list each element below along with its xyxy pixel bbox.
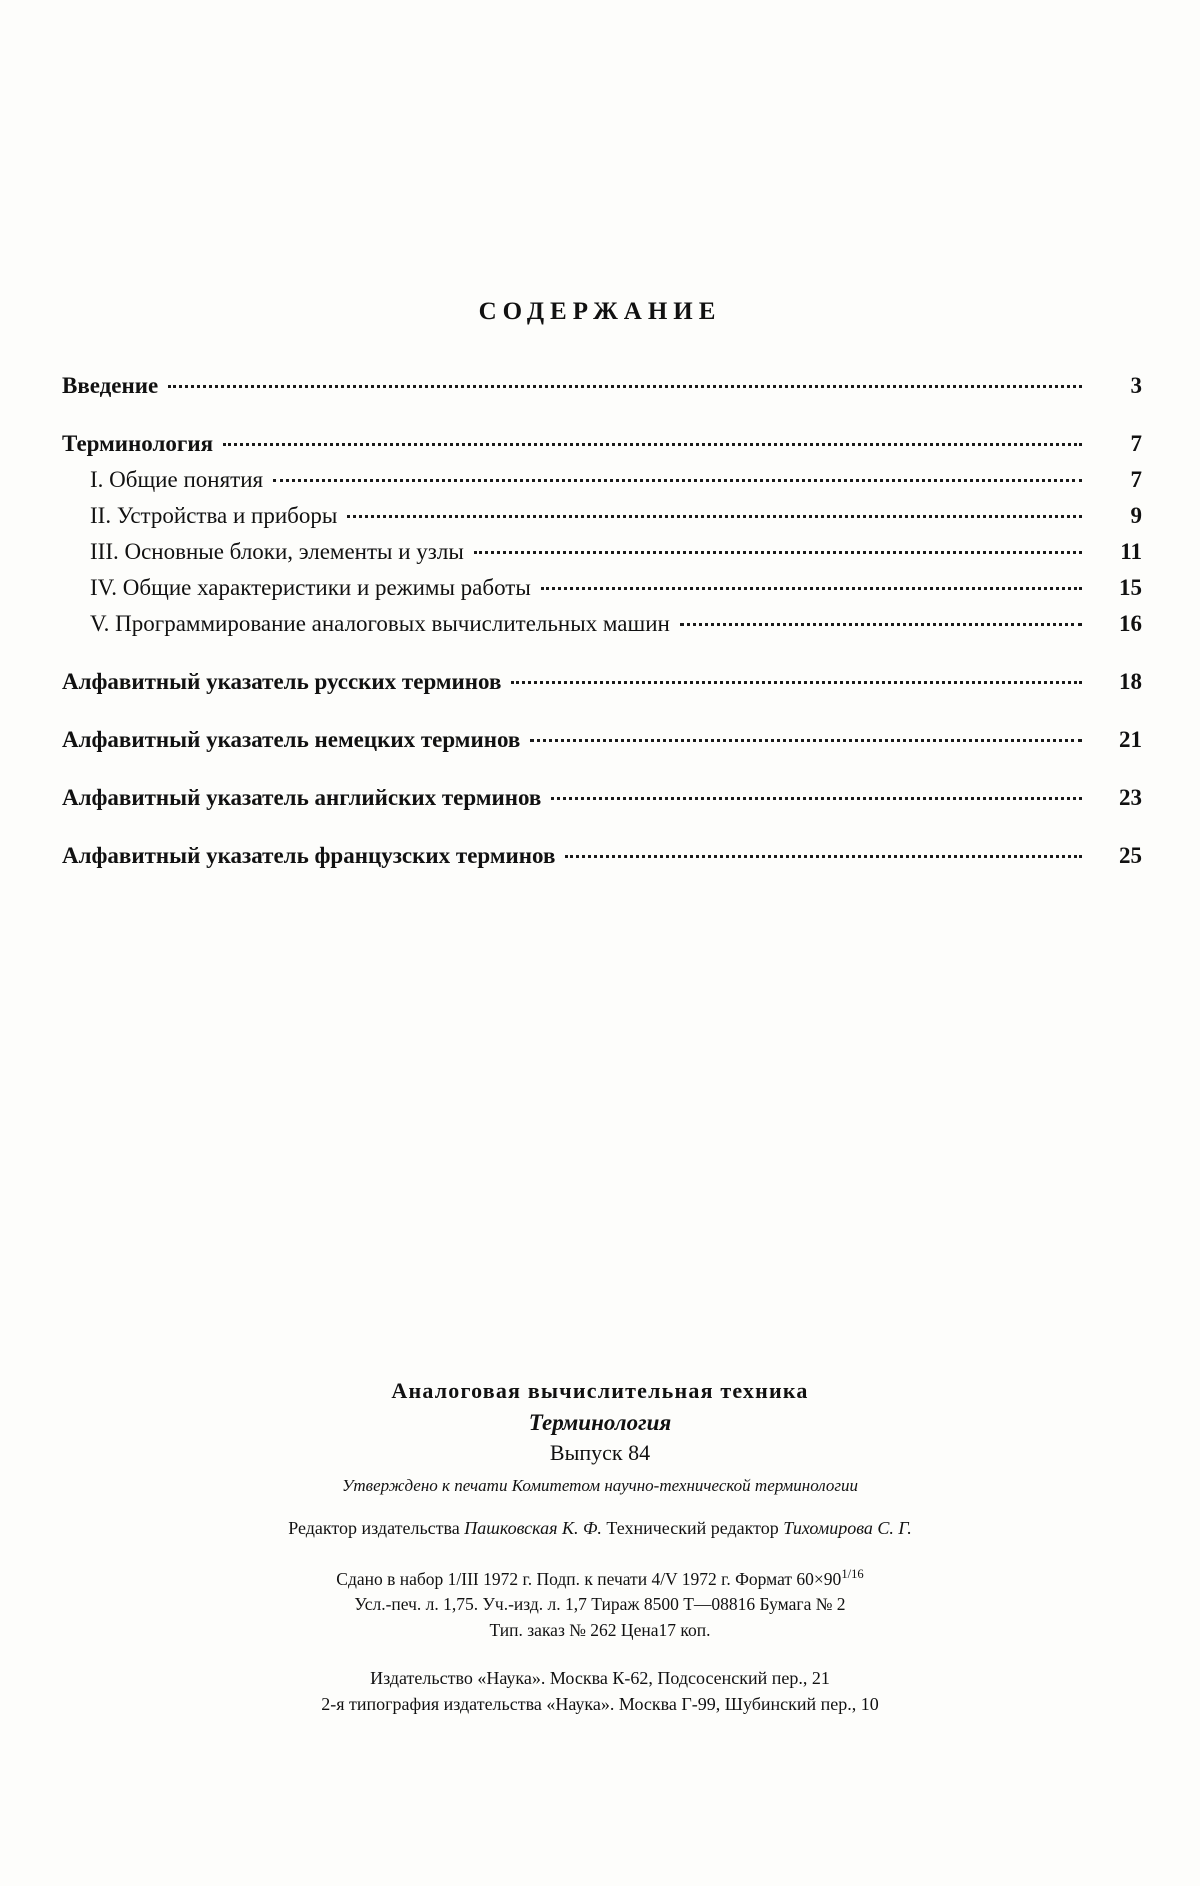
- toc-entry-page-number: 25: [1119, 843, 1142, 868]
- toc-entry-page-number: 3: [1130, 373, 1142, 398]
- editor-label: Редактор издательства: [288, 1518, 465, 1538]
- toc-entry[interactable]: [62, 536, 1142, 563]
- toc-entry[interactable]: [62, 666, 1142, 693]
- toc-spacer: [62, 455, 1142, 464]
- toc-dot-leader: [541, 572, 1082, 595]
- toc-entry-page-number: 9: [1130, 503, 1142, 528]
- colophon-publisher: [0, 1665, 1200, 1717]
- toc-dot-leader: [347, 500, 1082, 523]
- toc-spacer: [62, 563, 1142, 572]
- colophon-editors: [0, 1518, 1200, 1539]
- toc-dot-leader: [565, 840, 1082, 863]
- toc-dot-leader: [474, 536, 1082, 559]
- toc-entry-label: Алфавитный указатель английских терминов: [62, 785, 542, 810]
- toc-entry[interactable]: [62, 370, 1142, 397]
- toc-entry-label: I. Общие понятия: [90, 467, 264, 492]
- toc-dot-leader: [168, 370, 1082, 393]
- toc-entry-page-number: 23: [1119, 785, 1142, 810]
- toc-entry-page-number: 11: [1120, 539, 1142, 564]
- print-line-1-text: Сдано в набор 1/III 1972 г. Подп. к печати 4/V 1972 г. Формат 60×90: [336, 1568, 842, 1589]
- toc-entry[interactable]: [62, 464, 1142, 491]
- toc-entry-label: Алфавитный указатель французских терминов: [62, 843, 556, 868]
- toc-entry-page-number: 7: [1130, 431, 1142, 456]
- print-line-3: Тип. заказ № 262 Цена17 коп.: [489, 1619, 711, 1640]
- page-title: СОДЕРЖАНИЕ: [478, 298, 722, 325]
- toc-spacer: [62, 635, 1142, 666]
- toc-entry[interactable]: [62, 500, 1142, 527]
- toc-spacer: [62, 809, 1142, 840]
- toc-spacer: [62, 599, 1142, 608]
- colophon: [0, 1378, 1200, 1717]
- publisher-line-1: Издательство «Наука». Москва К-62, Подсосенский пер., 21: [370, 1667, 830, 1688]
- toc-entry-label: Введение: [62, 373, 159, 398]
- toc-spacer: [62, 397, 1142, 428]
- toc-dot-leader: [551, 782, 1082, 805]
- toc-entry[interactable]: [62, 572, 1142, 599]
- toc-dot-leader: [680, 608, 1082, 631]
- toc-dot-leader: [530, 724, 1082, 747]
- toc-entry-label: IV. Общие характеристики и режимы работы: [90, 575, 531, 600]
- print-format-fraction: 1/16: [841, 1567, 864, 1581]
- publisher-line-2: 2-я типография издательства «Наука». Москва Г-99, Шубинский пер., 10: [321, 1694, 879, 1715]
- toc-entry[interactable]: [62, 782, 1142, 809]
- table-of-contents: [62, 370, 1142, 867]
- toc-entry-label: Терминология: [62, 431, 214, 456]
- toc-entry[interactable]: [62, 608, 1142, 635]
- colophon-subtitle: Терминология: [528, 1410, 672, 1435]
- colophon-print-info: [0, 1565, 1200, 1643]
- toc-entry[interactable]: [62, 724, 1142, 751]
- tech-editor-label: Технический редактор: [601, 1518, 784, 1538]
- toc-spacer: [62, 751, 1142, 782]
- toc-entry[interactable]: [62, 840, 1142, 867]
- colophon-approval: Утверждено к печати Комитетом научно-технической терминологии: [341, 1476, 859, 1495]
- toc-dot-leader: [511, 666, 1082, 689]
- toc-entry-page-number: 16: [1119, 611, 1142, 636]
- colophon-issue: Выпуск 84: [549, 1440, 651, 1465]
- print-line-1: [0, 1565, 1200, 1592]
- tech-editor-name: Тихомирова С. Г.: [783, 1518, 912, 1538]
- colophon-title: Аналоговая вычислительная техника: [391, 1378, 809, 1403]
- toc-entry-label: V. Программирование аналоговых вычислительных машин: [90, 611, 670, 636]
- toc-entry-label: Алфавитный указатель русских терминов: [62, 669, 502, 694]
- toc-entry-label: Алфавитный указатель немецких терминов: [62, 727, 521, 752]
- toc-spacer: [62, 491, 1142, 500]
- toc-entry-page-number: 7: [1130, 467, 1142, 492]
- toc-dot-leader: [223, 428, 1082, 451]
- toc-entry-page-number: 21: [1119, 727, 1142, 752]
- toc-entry[interactable]: [62, 428, 1142, 455]
- toc-entry-page-number: 18: [1119, 669, 1142, 694]
- toc-entry-label: III. Основные блоки, элементы и узлы: [90, 539, 464, 564]
- toc-spacer: [62, 527, 1142, 536]
- editor-name: Пашковская К. Ф.: [464, 1518, 602, 1538]
- toc-spacer: [62, 693, 1142, 724]
- toc-entry-page-number: 15: [1119, 575, 1142, 600]
- toc-dot-leader: [273, 464, 1082, 487]
- toc-entry-label: II. Устройства и приборы: [90, 503, 338, 528]
- print-line-2: Усл.-печ. л. 1,75. Уч.-изд. л. 1,7 Тираж 8500 Т—08816 Бумага № 2: [354, 1594, 846, 1615]
